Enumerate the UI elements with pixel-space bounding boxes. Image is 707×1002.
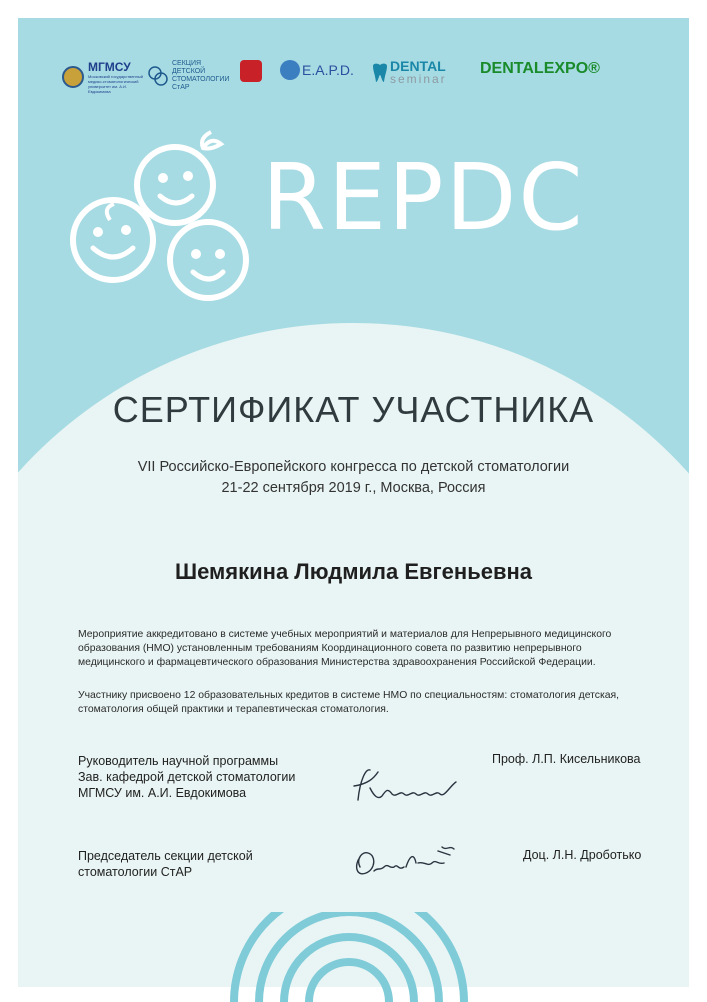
signature-drobotko [346, 837, 461, 887]
eapd-text: E.A.P.D. [302, 62, 354, 78]
second-signatory-name: Доц. Л.Н. Дроботько [523, 848, 642, 862]
first-signatory-name: Проф. Л.П. Кисельникова [492, 752, 641, 766]
star-section-text: СЕКЦИЯ ДЕТСКОЙ СТОМАТОЛОГИИ СтАР [172, 60, 230, 91]
signatory-title-line: МГМСУ им. А.И. Евдокимова [78, 786, 247, 800]
mgmsu-emblem-icon [62, 66, 84, 88]
paragraph-line: Мероприятие аккредитовано в системе учебных мероприятий и материалов для Непрерывного медицинского [78, 629, 612, 640]
first-signatory-title [78, 753, 295, 801]
star-section-logo [148, 60, 232, 92]
mgmsu-logo [62, 60, 148, 94]
eapd-logo [280, 60, 354, 80]
second-signatory-title [78, 848, 253, 880]
sponsor-logos [62, 60, 622, 100]
mgmsu-subtitle: Московский государственный медико-стоматологический университет им. А.И. Евдокимова [88, 74, 143, 94]
recipient-name: Шемякина Людмила Евгеньевна [174, 559, 533, 584]
dentalexpo-logo: DENTALEXPO® [480, 60, 600, 77]
dental-seminar-logo [370, 60, 447, 85]
credits-paragraph [78, 689, 658, 717]
signatory-title-line: Руководитель научной программы [78, 754, 279, 768]
paragraph-line: медицинского и фармацевтического образования Министерства здравоохранения Российской Федерации. [78, 657, 596, 668]
mgmsu-name: МГМСУ [88, 60, 131, 74]
seminar-text: seminar [390, 72, 447, 86]
certificate-title: СЕРТИФИКАТ УЧАСТНИКА [112, 389, 595, 430]
accreditation-paragraph [78, 628, 658, 670]
paragraph-line: стоматология общей практики и терапевтическая стоматология. [78, 704, 389, 715]
paragraph-line: Участнику присвоено 12 образовательных кредитов в системе НМО по специальностям: стоматология детская, [78, 690, 620, 701]
decorative-rings [214, 912, 484, 1002]
tooth-icon [370, 62, 390, 84]
congress-name: VII Российско-Европейского конгресса по детской стоматологии [137, 459, 570, 475]
globe-icon [280, 60, 300, 80]
paragraph-line: образования (НМО) установленным требованиям Координационного совета по развитию непрерывного [78, 643, 582, 654]
signatory-title-line: стоматологии СтАР [78, 865, 193, 879]
signature-kiselnikova [348, 760, 468, 810]
kids-faces-icon [68, 130, 258, 305]
repdc-brand: REPDC [262, 144, 585, 251]
signatory-title-line: Председатель секции детской [78, 849, 253, 863]
smiles-icon [148, 65, 168, 87]
signatory-title-line: Зав. кафедрой детской стоматологии [78, 770, 296, 784]
congress-date-place: 21-22 сентября 2019 г., Москва, Россия [221, 480, 486, 496]
society-logo-icon [240, 60, 262, 82]
dental-text: DENTAL [390, 58, 446, 74]
